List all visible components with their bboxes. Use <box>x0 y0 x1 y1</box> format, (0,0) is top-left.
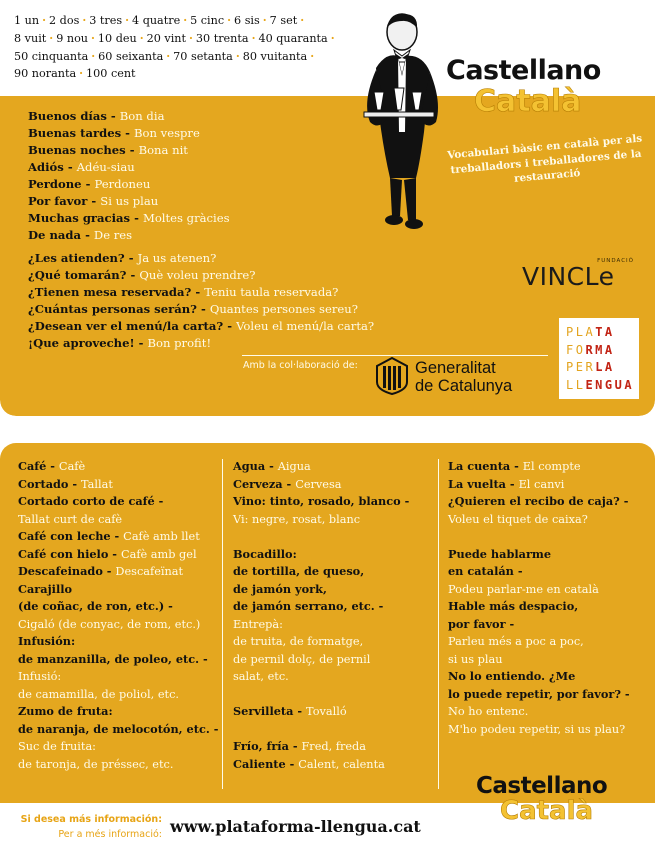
phrase-catalan: de pernil dolç, de pernil <box>233 652 371 666</box>
phrase-dash: - <box>130 211 143 225</box>
number-separator: · <box>262 13 267 27</box>
number-item: 2 dos <box>49 14 80 27</box>
pla-l2b: RMA <box>585 342 615 357</box>
number-item: 8 vuit <box>14 31 47 45</box>
phrase-row <box>28 301 374 318</box>
phrase-spanish: Frío, fría <box>233 739 289 753</box>
generalitat-emblem-icon <box>375 356 409 396</box>
phrase-row <box>233 581 409 599</box>
phrase-row <box>448 546 630 564</box>
phrase-spanish: de manzanilla, de poleo, etc. - <box>18 651 208 666</box>
phrase-dash: - <box>110 529 124 543</box>
phrase-dash: - <box>121 126 134 140</box>
phrase-dash: - <box>288 739 302 753</box>
number-separator: · <box>330 30 335 45</box>
phrase-catalan: El canvi <box>518 477 565 491</box>
phrase-catalan: salat, etc. <box>233 670 289 683</box>
phrase-spanish: en catalán - <box>448 564 523 578</box>
number-item: 80 vuitanta <box>242 49 308 63</box>
phrase-row <box>18 563 218 581</box>
phrase-dash: - <box>293 704 307 718</box>
phrase-catalan: de taronja, de préssec, etc. <box>18 757 174 771</box>
phrase-row <box>18 528 218 546</box>
phrase-spanish: lo puede repetir, por favor? - <box>448 686 630 701</box>
number-item: 5 cinc <box>190 14 225 27</box>
phrase-catalan: Tallat <box>81 477 113 491</box>
phrase-dash: - <box>63 160 77 174</box>
footer-more-info-ca: Per a més informació: <box>58 829 162 840</box>
phrase-catalan: Voleu el menú/la carta? <box>236 319 375 333</box>
phrase-catalan: de truita, de formatge, <box>233 635 364 648</box>
phrase-spanish: ¿Desean ver el menú/la carta? <box>28 319 224 333</box>
phrase-catalan: Calent, calenta <box>298 757 385 771</box>
phrase-row <box>18 511 218 529</box>
phrase-catalan: Fred, freda <box>301 740 367 753</box>
number-separator: · <box>235 48 240 63</box>
phrase-dash: - <box>282 476 296 491</box>
phrase-row <box>18 703 218 721</box>
number-item: 7 set <box>269 14 298 27</box>
phrase-spanish: No lo entiendo. ¿Me <box>448 669 576 683</box>
phrase-dash: - <box>126 268 140 282</box>
number-item: 1 un <box>14 14 40 27</box>
column-divider <box>438 459 439 789</box>
phrase-catalan: Parleu més a poc a poc, <box>448 635 584 648</box>
phrase-catalan: Cigaló (de conyac, de rom, etc.) <box>18 617 201 631</box>
phrase-row <box>18 546 218 564</box>
number-separator: · <box>82 13 87 27</box>
phrase-row <box>448 528 630 546</box>
number-item: 6 sis <box>234 14 260 27</box>
phrase-catalan: Entrepà: <box>233 617 283 631</box>
brand-logo-small <box>476 774 654 834</box>
phrase-catalan: Vi: negre, rosat, blanc <box>233 512 361 526</box>
card-top <box>0 0 655 416</box>
phrase-spanish: De nada <box>28 228 82 242</box>
number-separator: · <box>91 48 96 63</box>
phrase-row <box>448 651 630 669</box>
phrase-catalan: Quantes persones sereu? <box>209 302 358 316</box>
phrase-row <box>448 616 630 634</box>
phrase-row <box>28 108 230 125</box>
phrase-spanish: Servilleta <box>233 704 294 718</box>
number-item: 50 cinquanta <box>14 49 89 63</box>
number-separator: · <box>189 30 193 45</box>
phrase-row <box>28 193 230 210</box>
phrase-row <box>448 633 630 651</box>
phrase-row <box>233 563 409 581</box>
phrase-catalan: Tallat curt de cafè <box>18 512 123 526</box>
phrase-catalan: Descafeïnat <box>115 565 184 578</box>
phrase-spanish: Descafeinado <box>18 564 103 578</box>
phrase-row <box>18 598 218 616</box>
phrase-row <box>233 598 409 616</box>
phrase-dash: - <box>108 546 121 561</box>
pla-l4a: LL <box>566 377 586 392</box>
phrase-spanish: ¿Tienen mesa reservada? <box>28 285 192 299</box>
collab-label: Amb la col·laboració de: <box>243 360 358 371</box>
phrase-row <box>18 721 218 739</box>
phrase-catalan: de camamilla, de poliol, etc. <box>18 687 179 701</box>
phrase-row <box>18 651 218 669</box>
phrase-dash: - <box>285 756 299 771</box>
phrase-dash: - <box>265 459 278 473</box>
number-item: 4 quatre <box>132 14 181 27</box>
phrase-row <box>28 267 374 284</box>
phrase-catalan: M'ho podeu repetir, si us plau? <box>448 722 626 736</box>
number-item: 30 trenta <box>195 31 249 45</box>
phrase-dash: - <box>106 109 120 123</box>
phrase-dash: - <box>102 564 116 578</box>
questions-list <box>28 250 374 352</box>
vincle-logo <box>522 258 640 306</box>
number-item: 10 deu <box>97 31 137 45</box>
phrase-row <box>448 686 630 704</box>
vocab-column-3 <box>448 458 630 738</box>
phrase-spanish: de tortilla, de queso, <box>233 564 365 578</box>
phrase-spanish: La vuelta <box>448 476 506 491</box>
number-separator: · <box>42 13 46 27</box>
plataforma-logo <box>559 318 639 399</box>
phrase-spanish: La cuenta <box>448 459 511 473</box>
phrase-row <box>233 476 409 494</box>
number-item: 100 cent <box>86 67 136 81</box>
phrase-row <box>28 335 374 352</box>
phrase-catalan: Voleu el tiquet de caixa? <box>448 512 588 526</box>
phrase-spanish: ¿Quieren el recibo de caja? - <box>448 494 629 508</box>
phrase-spanish: Cortado corto de café - <box>18 494 164 508</box>
phrase-spanish: Hable más despacio, <box>448 599 579 613</box>
phrase-catalan: El compte <box>522 460 581 473</box>
number-separator: · <box>79 66 84 81</box>
phrase-row <box>233 616 409 634</box>
phrase-row <box>448 493 630 511</box>
number-item: 40 quaranta <box>258 31 328 45</box>
greetings-list <box>28 108 230 244</box>
phrase-catalan: Cervesa <box>295 477 342 491</box>
phrase-spanish: Buenas noches <box>28 143 126 157</box>
phrase-dash: - <box>68 476 82 491</box>
phrase-catalan: No ho entenc. <box>448 705 529 718</box>
number-separator: · <box>166 48 171 63</box>
phrase-row <box>233 721 409 739</box>
phrase-spanish: ¿Les atienden? <box>28 251 125 265</box>
phrase-row <box>233 493 409 511</box>
pla-l1a: PLA <box>566 325 596 339</box>
phrase-spanish: Agua <box>233 459 266 473</box>
phrase-row <box>233 546 409 564</box>
phrase-catalan: Què voleu prendre? <box>139 268 256 282</box>
phrase-spanish: Buenas tardes <box>28 126 122 140</box>
vincle-name: VINCLe <box>522 262 615 291</box>
phrase-spanish: Café con hielo <box>18 546 109 561</box>
phrase-dash: - <box>81 228 94 242</box>
phrase-row <box>448 668 630 686</box>
phrase-row <box>448 563 630 581</box>
phrase-catalan: Bon profit! <box>147 336 212 350</box>
phrase-dash: - <box>134 336 148 350</box>
phrase-catalan: Adéu-siau <box>76 160 135 174</box>
numbers-list <box>14 12 364 83</box>
vincle-foundation-label: FUNDACIÓ <box>597 258 634 264</box>
footer-url-link[interactable]: www.plataforma-llengua.cat <box>170 817 421 836</box>
phrase-row <box>448 458 630 476</box>
phrase-catalan: si us plau <box>448 652 503 666</box>
number-item: 20 vint <box>146 31 187 45</box>
phrase-row <box>233 528 409 546</box>
phrase-catalan: Infusió: <box>18 670 62 683</box>
phrase-row <box>18 686 218 704</box>
pla-l3a: PER <box>566 360 596 374</box>
number-item: 90 noranta <box>14 67 77 81</box>
phrase-catalan: Podeu parlar-me en català <box>448 582 599 596</box>
phrase-row <box>28 284 374 301</box>
card-bottom <box>0 443 655 860</box>
phrase-row <box>233 703 409 721</box>
brand-catala-small: Català <box>500 796 594 826</box>
phrase-catalan: Teniu taula reservada? <box>204 285 339 299</box>
number-separator: · <box>300 13 305 27</box>
phrase-row <box>233 458 409 476</box>
phrase-catalan: Cafè <box>58 460 86 473</box>
phrase-row <box>233 668 409 686</box>
phrase-catalan: Bona nit <box>138 143 188 157</box>
phrase-row <box>448 476 630 494</box>
phrase-row <box>233 633 409 651</box>
phrase-catalan: Bon vespre <box>134 126 200 140</box>
phrase-spanish: Cortado <box>18 476 69 491</box>
pla-l3b: LA <box>595 360 615 374</box>
phrase-row <box>18 738 218 756</box>
phrase-dash: - <box>87 194 101 208</box>
phrase-spanish: Buenos días <box>28 109 107 123</box>
pla-l2a: FO <box>566 342 586 357</box>
number-item: 60 seixanta <box>98 49 164 63</box>
footer-more-info-es: Si desea más información: <box>20 814 162 825</box>
number-item: 70 setanta <box>173 49 233 63</box>
phrase-spanish: Cerveza <box>233 476 283 491</box>
phrase-catalan: Tovalló <box>306 705 347 718</box>
phrase-spanish: Café <box>18 459 47 473</box>
phrase-row <box>28 176 230 193</box>
phrase-row <box>18 581 218 599</box>
phrase-spanish: Carajillo <box>18 581 73 596</box>
phrase-dash: - <box>46 459 59 473</box>
brand-catala: Català <box>474 84 582 119</box>
generalitat-line2: de Catalunya <box>415 377 513 395</box>
phrase-dash: - <box>81 177 95 191</box>
phrase-spanish: Caliente <box>233 756 286 771</box>
phrase-spanish: Adiós <box>28 160 64 174</box>
phrase-row <box>233 511 409 529</box>
phrase-spanish: Perdone <box>28 177 82 191</box>
phrase-spanish: por favor - <box>448 616 515 631</box>
phrase-catalan: Aigua <box>277 460 311 473</box>
phrase-dash: - <box>125 143 139 157</box>
phrase-dash: - <box>191 285 205 299</box>
number-separator: · <box>183 13 188 27</box>
phrase-spanish: Café con leche <box>18 529 111 543</box>
phrase-row <box>448 598 630 616</box>
phrase-spanish: Vino: tinto, rosado, blanco - <box>233 494 410 508</box>
number-separator: · <box>125 13 130 27</box>
phrase-row <box>28 318 374 335</box>
phrase-row <box>18 458 218 476</box>
vocab-column-2 <box>233 458 409 773</box>
phrase-row <box>28 250 374 267</box>
phrase-catalan: Moltes gràcies <box>142 211 230 225</box>
phrase-catalan: Cafè amb gel <box>120 547 197 561</box>
phrase-spanish: Puede hablarme <box>448 546 552 561</box>
phrase-row <box>18 616 218 634</box>
pla-l4b: ENGUA <box>585 377 635 392</box>
phrase-spanish: Por favor <box>28 194 88 208</box>
phrase-spanish: (de coñac, de ron, etc.) - <box>18 599 173 613</box>
number-separator: · <box>91 30 95 45</box>
phrase-row <box>448 581 630 599</box>
number-item: 3 tres <box>89 14 123 27</box>
number-separator: · <box>310 48 315 63</box>
pla-l1b: TA <box>595 325 615 339</box>
phrase-dash: - <box>223 319 237 333</box>
number-separator: · <box>227 13 232 27</box>
number-separator: · <box>251 30 256 45</box>
number-separator: · <box>139 30 144 45</box>
column-divider <box>222 459 223 789</box>
phrase-catalan: De res <box>93 228 133 242</box>
phrase-spanish: ¿Qué tomarán? <box>28 268 127 282</box>
phrase-row <box>448 511 630 529</box>
phrase-dash: - <box>196 302 210 316</box>
phrase-row <box>28 125 230 142</box>
phrase-dash: - <box>124 251 138 265</box>
waiter-illustration <box>350 12 446 230</box>
phrase-row <box>233 756 409 774</box>
phrase-catalan: Perdoneu <box>94 177 151 191</box>
phrase-catalan: Bon dia <box>119 109 165 123</box>
phrase-row <box>233 651 409 669</box>
phrase-spanish: ¿Cuántas personas serán? <box>28 302 197 316</box>
phrase-spanish: de naranja, de melocotón, etc. - <box>18 721 219 736</box>
phrase-dash: - <box>506 476 519 491</box>
phrase-row <box>28 227 230 244</box>
brand-subtitle: Vocabulari bàsic en català per als treballadors i treballadores de la restauració <box>446 132 643 185</box>
generalitat-line1: Generalitat <box>415 359 496 377</box>
phrase-dash: - <box>510 459 523 473</box>
vocab-column-1 <box>18 458 218 773</box>
phrase-catalan: Si us plau <box>100 194 159 208</box>
generalitat-name <box>415 359 512 395</box>
phrase-row <box>18 633 218 651</box>
phrase-spanish: ¡Que aproveche! <box>28 336 135 350</box>
phrase-spanish: Infusión: <box>18 634 76 648</box>
phrase-catalan: Cafè amb llet <box>123 530 200 543</box>
phrase-spanish: Bocadillo: <box>233 546 297 561</box>
generalitat-logo <box>375 356 545 400</box>
brand-castellano: Castellano <box>446 55 601 86</box>
phrase-spanish: Muchas gracias <box>28 211 131 225</box>
number-item: 9 nou <box>56 31 89 45</box>
phrase-catalan: Suc de fruita: <box>18 740 96 753</box>
number-separator: · <box>49 30 54 45</box>
phrase-spanish: de jamón york, <box>233 581 327 596</box>
brand-logo <box>446 56 651 118</box>
phrase-row <box>18 493 218 511</box>
phrase-row <box>233 738 409 756</box>
phrase-catalan: Ja us atenen? <box>137 251 217 265</box>
phrase-row <box>18 476 218 494</box>
phrase-row <box>18 756 218 774</box>
phrase-row <box>448 721 630 739</box>
phrase-row <box>28 210 230 227</box>
phrase-row <box>233 686 409 704</box>
phrase-row <box>28 142 230 159</box>
brand-castellano-small: Castellano <box>476 773 608 799</box>
phrase-row <box>18 668 218 686</box>
phrase-row <box>448 703 630 721</box>
phrase-spanish: de jamón serrano, etc. - <box>233 599 384 613</box>
phrase-row <box>28 159 230 176</box>
phrase-spanish: Zumo de fruta: <box>18 704 113 718</box>
